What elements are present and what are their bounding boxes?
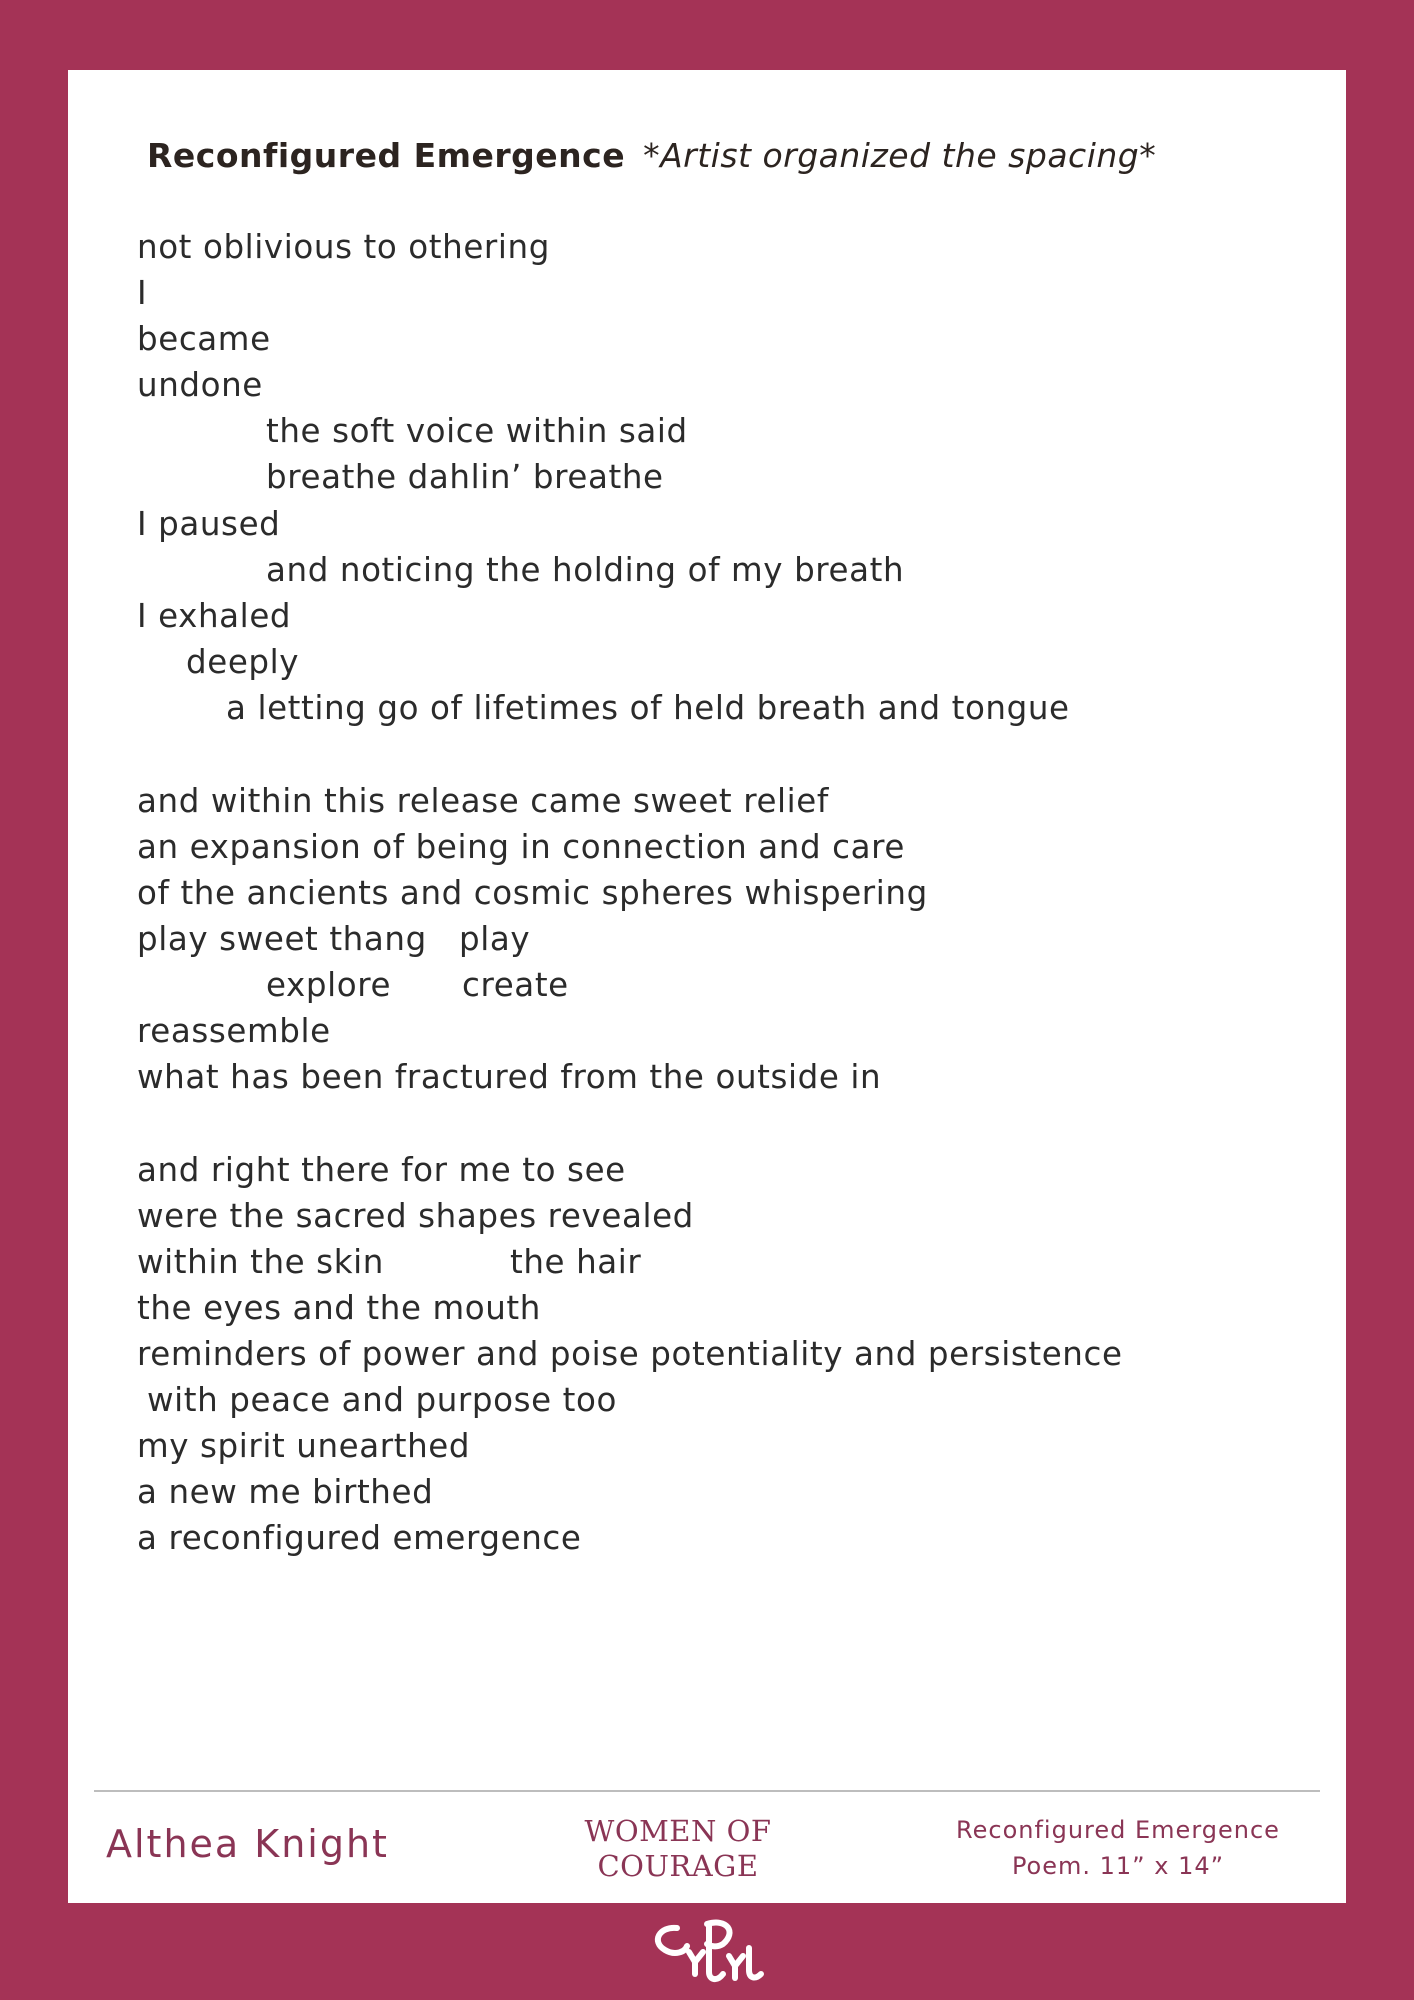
poem-line: a new me birthed bbox=[137, 1473, 434, 1511]
spacing-note: *Artist organized the spacing* bbox=[643, 136, 1157, 175]
poem-line: play bbox=[459, 920, 531, 958]
poem-line: reminders of power and poise potentiality and persistence bbox=[137, 1335, 1123, 1373]
poem-line: the soft voice within said bbox=[266, 412, 688, 450]
poem-line: a letting go of lifetimes of held breath and tongue bbox=[226, 689, 1070, 727]
poem-line: within the skin bbox=[137, 1243, 384, 1281]
poem-line: breathe dahlin’ breathe bbox=[266, 458, 664, 496]
poem-line: not oblivious to othering bbox=[137, 228, 550, 266]
poem-line: reassemble bbox=[137, 1012, 331, 1050]
author-name: Althea Knight bbox=[106, 1822, 389, 1866]
brand-wordmark bbox=[548, 1814, 808, 1884]
poem-line: became bbox=[137, 320, 271, 358]
caption-medium: Poem. 11” x 14” bbox=[1011, 1852, 1225, 1880]
poem-line: an expansion of being in connection and care bbox=[137, 828, 905, 866]
poem-line: I exhaled bbox=[137, 597, 292, 635]
caption-title: Reconfigured Emergence bbox=[956, 1816, 1280, 1844]
poem-line: my spirit unearthed bbox=[137, 1427, 471, 1465]
poem-line: of the ancients and cosmic spheres whispering bbox=[137, 874, 928, 912]
poem-line: undone bbox=[137, 366, 263, 404]
footer-divider bbox=[94, 1790, 1320, 1792]
poem-line: the eyes and the mouth bbox=[137, 1289, 541, 1327]
poem-line: play sweet thang bbox=[137, 920, 427, 958]
poem-title: Reconfigured Emergence bbox=[147, 136, 626, 175]
poem-line: and right there for me to see bbox=[137, 1151, 626, 1189]
artwork-caption bbox=[928, 1812, 1308, 1884]
poem-line: deeply bbox=[186, 643, 300, 681]
poem-line: I bbox=[137, 274, 148, 312]
poem-line: a reconfigured emergence bbox=[137, 1519, 582, 1557]
poem-line: were the sacred shapes revealed bbox=[137, 1197, 694, 1235]
signature-logo-icon bbox=[645, 1912, 769, 1988]
brand-line-1: WOMEN OF bbox=[584, 1814, 772, 1848]
poem-card bbox=[68, 70, 1346, 1903]
poem-line: and within this release came sweet relief bbox=[137, 782, 829, 820]
poem-line: I paused bbox=[137, 505, 281, 543]
poem-line: create bbox=[462, 966, 569, 1004]
poem-line: explore bbox=[266, 966, 392, 1004]
poem-line: with peace and purpose too bbox=[147, 1381, 617, 1419]
poem-line: the hair bbox=[510, 1243, 642, 1281]
title-row bbox=[147, 132, 1156, 180]
brand-line-2: COURAGE bbox=[597, 1849, 759, 1883]
poem-line: and noticing the holding of my breath bbox=[266, 551, 905, 589]
poem-line: what has been fractured from the outside in bbox=[137, 1058, 882, 1096]
